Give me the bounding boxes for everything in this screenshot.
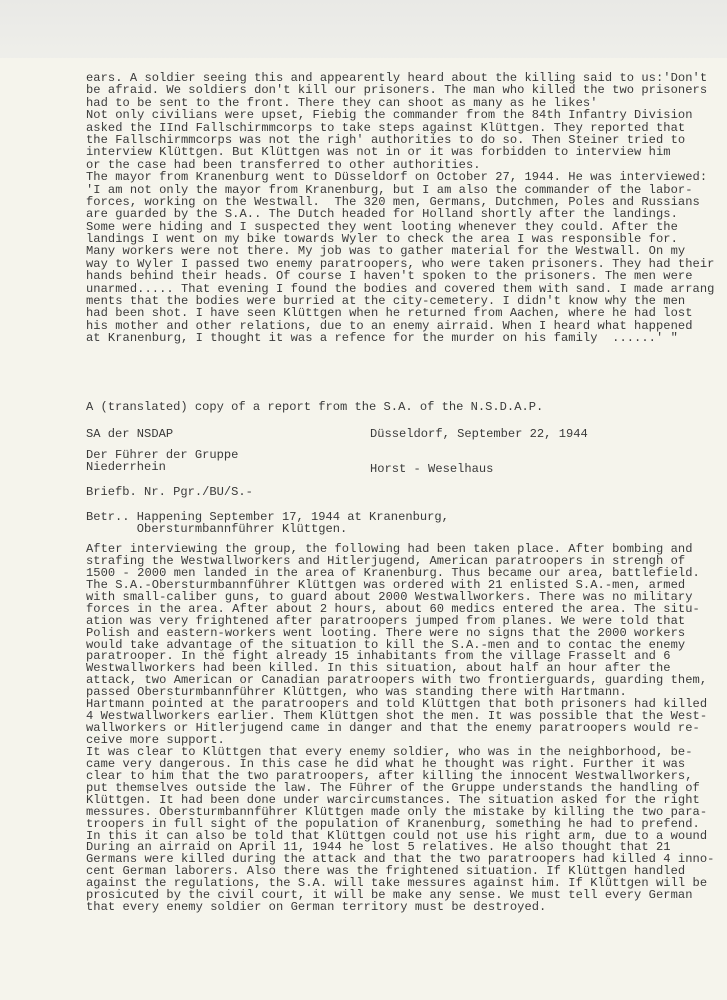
testimony-continuation xyxy=(86,72,714,345)
text-line: forces in the area. After about 2 hours, about 60 medics entered the area. The situ- xyxy=(86,601,700,616)
report-heading: A (translated) copy of a report from the S.A. of the N.S.D.A.P. xyxy=(86,400,544,414)
sender-location: Horst - Weselhaus xyxy=(370,462,494,476)
text-line: his mother and other relations, due to an enemy airraid. When I heard what happened xyxy=(86,318,693,333)
subject-line-1: Betr.. Happening September 17, 1944 at Kranenburg, xyxy=(86,510,449,524)
text-line: landings I went on my bike towards Wyler to check the area I was responsible for. xyxy=(86,232,678,247)
reference-number: Briefb. Nr. Pgr./BU/S.- xyxy=(86,485,253,499)
text-line: Many workers were not there. My job was to gather material for the Westwall. On my xyxy=(86,244,686,259)
text-line: ments that the bodies were burried at the city-cemetery. I didn't know why the men xyxy=(86,294,686,309)
subject-line-2: Obersturmbannführer Klüttgen. xyxy=(86,522,348,536)
text-line: are guarded by the S.A.. The Dutch headed for Holland shortly after the landings. xyxy=(86,207,678,222)
text-line: or the case had been transferred to other authorities. xyxy=(86,157,481,172)
sender-title-1: Der Führer der Gruppe xyxy=(86,448,239,462)
text-line: would take advantage of the situation to kill the S.A.-men and to contac the enemy xyxy=(86,637,686,652)
text-line: that every enemy soldier on German territory must be destroyed. xyxy=(86,900,547,915)
text-line: ation was very frightened after paratroopers jumped from planes. We were told that xyxy=(86,613,686,628)
text-line: had been shot. I have seen Klüttgen when he returned from Aachen, where he had lost xyxy=(86,306,693,321)
text-line: Not only civilians were upset, Fiebig the commander from the 84th Infantry Division xyxy=(86,108,693,123)
text-line: In this it can also be told that Klüttgen could not use his right arm, due to a wound xyxy=(86,828,708,843)
text-line: strafing the Westwallworkers and Hitlerjugend, American paratroopers in strengh of xyxy=(86,553,686,568)
text-line: at Kranenburg, I thought it was a refence for the murder on his family ......' " xyxy=(86,331,678,346)
place-date: Düsseldorf, September 22, 1944 xyxy=(370,427,588,441)
text-line: forces, working on the Westwall. The 320 men, Germans, Dutchmen, Poles and Russians xyxy=(86,194,700,209)
text-line: Hartmann pointed at the paratroopers and told Klüttgen that both prisoners had killed xyxy=(86,697,708,712)
scan-top-margin xyxy=(0,0,727,62)
text-line: against the regulations, the S.A. will take messures against him. If Klüttgen will be xyxy=(86,876,708,891)
text-line: Germans were killed during the attack and that the two paratroopers had killed 4 inno- xyxy=(86,852,715,867)
text-line: During an airraid on April 11, 1944 he lost 5 relatives. He also thought that 21 xyxy=(86,840,671,855)
sender-org: SA der NSDAP xyxy=(86,427,174,441)
text-line: The mayor from Kranenburg went to Düsseldorf on October 27, 1944. He was interviewed: xyxy=(86,170,708,185)
report-body xyxy=(86,544,714,914)
text-line: be afraid. We soldiers don't kill our prisoners. The man who killed the two prisoners xyxy=(86,83,708,98)
text-line: wallworkers or Hitlerjugend came in danger and that the enemy paratroopers would re- xyxy=(86,721,700,736)
text-line: with small-caliber guns, to guard about 2000 Westwallworkers. There was no military xyxy=(86,589,693,604)
text-line: unarmed..... That evening I found the bodies and covered them with sand. I made arrang xyxy=(86,281,715,296)
sender-title-2: Niederrhein xyxy=(86,460,166,474)
text-line: 'I am not only the mayor from Kranenburg, but I am also the commander of the labor- xyxy=(86,182,693,197)
text-line: prosicuted by the civil court, it will be make any sense. We must tell every German xyxy=(86,888,693,903)
text-line: Some were hiding and I suspected they went looting whenever they could. After the xyxy=(86,219,678,234)
text-line: ears. A soldier seeing this and appearently heard about the killing said to us:'Don't xyxy=(86,71,708,85)
text-line: ceive more support. xyxy=(86,733,225,747)
text-line: cent German laborers. Also there was the frightened situation. If Klüttgen handled xyxy=(86,864,686,879)
text-line: put themselves outside the law. The Führer of the Gruppe understands the handling of xyxy=(86,780,700,795)
text-line: The S.A.-Obersturmbannführer Klüttgen was ordered with 21 enlisted S.A.-men, armed xyxy=(86,577,686,592)
text-line: hands behind their heads. Of course I haven't spoken to the prisoners. The men were xyxy=(86,269,693,284)
text-line: 4 Westwallworkers earlier. Them Klüttgen shot the men. It was possible that the West- xyxy=(86,709,708,724)
text-line: paratrooper. In the fight already 15 inhabitants from the village Frasselt and 6 xyxy=(86,649,671,664)
text-line: passed Obersturmbannführer Klüttgen, who was standing there with Hartmann. xyxy=(86,685,627,700)
text-line: way to Wyler I passed two enemy paratroopers, who were taken prisoners. They had their xyxy=(86,256,715,271)
text-line: troopers in full sight of the population of Kranenburg, something he had to prefend. xyxy=(86,816,700,831)
text-line: came very dangerous. In this case he did what he thought was right. Further it was xyxy=(86,756,686,771)
text-line: messures. Obersturmbannführer Klüttgen made only the mistake by killing the two para- xyxy=(86,804,708,819)
text-line: Polish and eastern-workers went looting. There were no signs that the 2000 workers xyxy=(86,625,686,640)
text-line: After interviewing the group, the following had been taken place. After bombing and xyxy=(86,542,693,556)
text-line: Klüttgen. It had been done under warcircumstances. The situation asked for the right xyxy=(86,792,700,807)
text-line: interview Klüttgen. But Klüttgen was not in or it was forbidden to interview him xyxy=(86,145,671,160)
text-line: attack, two American or Canadian paratroopers with two frontierguards, guarding them, xyxy=(86,673,708,688)
text-line: It was clear to Klüttgen that every enemy soldier, who was in the neighborhood, be- xyxy=(86,744,693,759)
text-line: had to be sent to the front. There they can shoot as many as he likes' xyxy=(86,95,598,110)
text-line: asked the IInd Fallschirmmcorps to take steps against Klüttgen. They reported that xyxy=(86,120,686,135)
text-line: 1500 - 2000 men landed in the area of Kranenburg. Thus became our area, battlefield. xyxy=(86,565,700,580)
text-line: the Fallschirmmcorps was not the righ' authorities to do so. Then Steiner tried to xyxy=(86,132,686,147)
text-line: Westwallworkers had been killed. In this situation, about half an hour after the xyxy=(86,661,671,676)
text-line: clear to him that the two paratroopers, after killing the innocent Westwallworkers, xyxy=(86,768,693,783)
